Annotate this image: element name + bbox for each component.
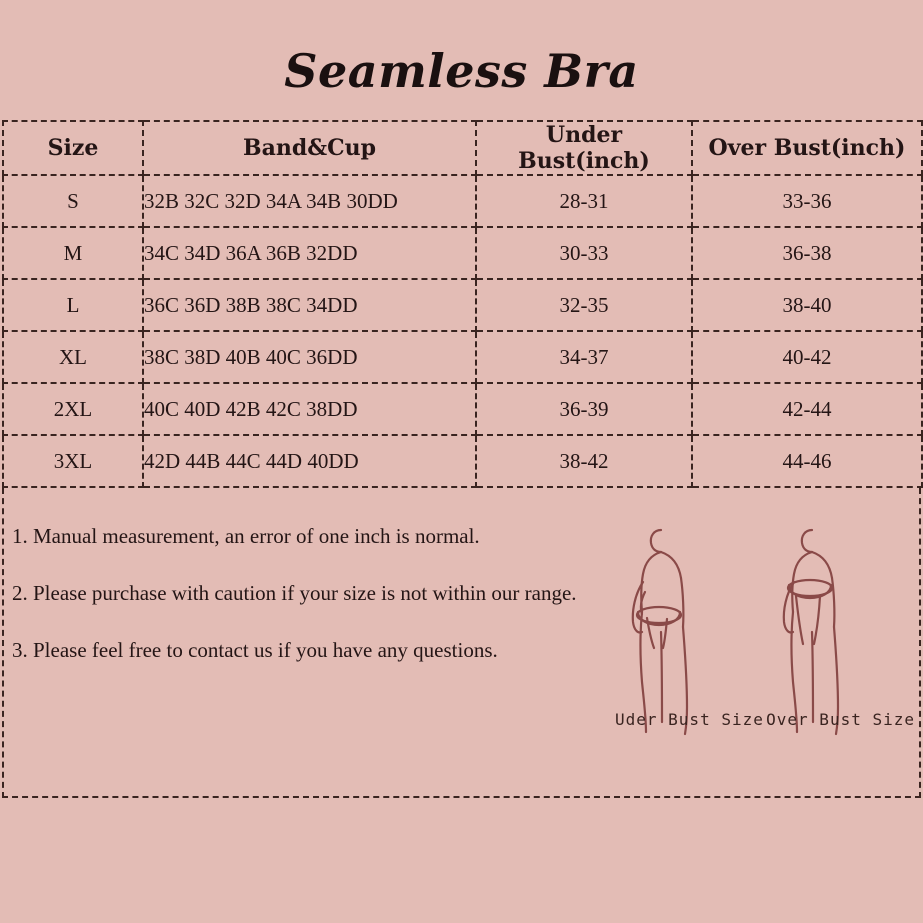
over-bust-figure-label: Over Bust Size — [766, 710, 915, 729]
cell-over-bust: 38-40 — [692, 279, 922, 331]
column-header-size: Size — [3, 121, 143, 175]
cell-band-cup: 32B 32C 32D 34A 34B 30DD — [143, 175, 476, 227]
cell-under-bust: 30-33 — [476, 227, 692, 279]
page-title: Seamless Bra — [284, 44, 639, 98]
note-item: 1. Manual measurement, an error of one inch is normal. — [12, 524, 480, 548]
table-row — [3, 279, 922, 331]
table-row — [3, 227, 922, 279]
cell-band-cup: 40C 40D 42B 42C 38DD — [143, 383, 476, 435]
cell-over-bust: 33-36 — [692, 175, 922, 227]
notes-list — [4, 488, 632, 661]
size-table — [2, 120, 923, 488]
note-item: 2. Please purchase with caution if your size is not within our range. — [12, 581, 577, 605]
table-header — [3, 121, 922, 175]
cell-size: 2XL — [3, 383, 143, 435]
cell-under-bust: 32-35 — [476, 279, 692, 331]
column-header-band-cup: Band&Cup — [143, 121, 476, 175]
table-header-row — [3, 121, 922, 175]
column-header-under-bust: Under Bust(inch) — [476, 121, 692, 175]
under-bust-figure-label: Uder Bust Size — [615, 710, 764, 729]
column-header-over-bust: Over Bust(inch) — [692, 121, 922, 175]
cell-under-bust: 38-42 — [476, 435, 692, 487]
table-row — [3, 331, 922, 383]
notes-section — [2, 488, 921, 798]
under-bust-figure — [633, 530, 687, 734]
figure-labels — [615, 710, 915, 729]
cell-size: M — [3, 227, 143, 279]
table-row — [3, 435, 922, 487]
cell-size: S — [3, 175, 143, 227]
cell-over-bust: 40-42 — [692, 331, 922, 383]
cell-band-cup: 36C 36D 38B 38C 34DD — [143, 279, 476, 331]
cell-size: L — [3, 279, 143, 331]
note-item: 3. Please feel free to contact us if you have any questions. — [12, 638, 498, 662]
size-table-container — [0, 120, 923, 488]
cell-size: XL — [3, 331, 143, 383]
table-row — [3, 175, 922, 227]
over-bust-figure — [784, 530, 838, 734]
cell-under-bust: 28-31 — [476, 175, 692, 227]
cell-over-bust: 42-44 — [692, 383, 922, 435]
cell-over-bust: 44-46 — [692, 435, 922, 487]
cell-over-bust: 36-38 — [692, 227, 922, 279]
cell-band-cup: 38C 38D 40B 40C 36DD — [143, 331, 476, 383]
cell-under-bust: 36-39 — [476, 383, 692, 435]
cell-band-cup: 34C 34D 36A 36B 32DD — [143, 227, 476, 279]
cell-size: 3XL — [3, 435, 143, 487]
table-row — [3, 383, 922, 435]
table-body — [3, 175, 922, 487]
cell-band-cup: 42D 44B 44C 44D 40DD — [143, 435, 476, 487]
cell-under-bust: 34-37 — [476, 331, 692, 383]
